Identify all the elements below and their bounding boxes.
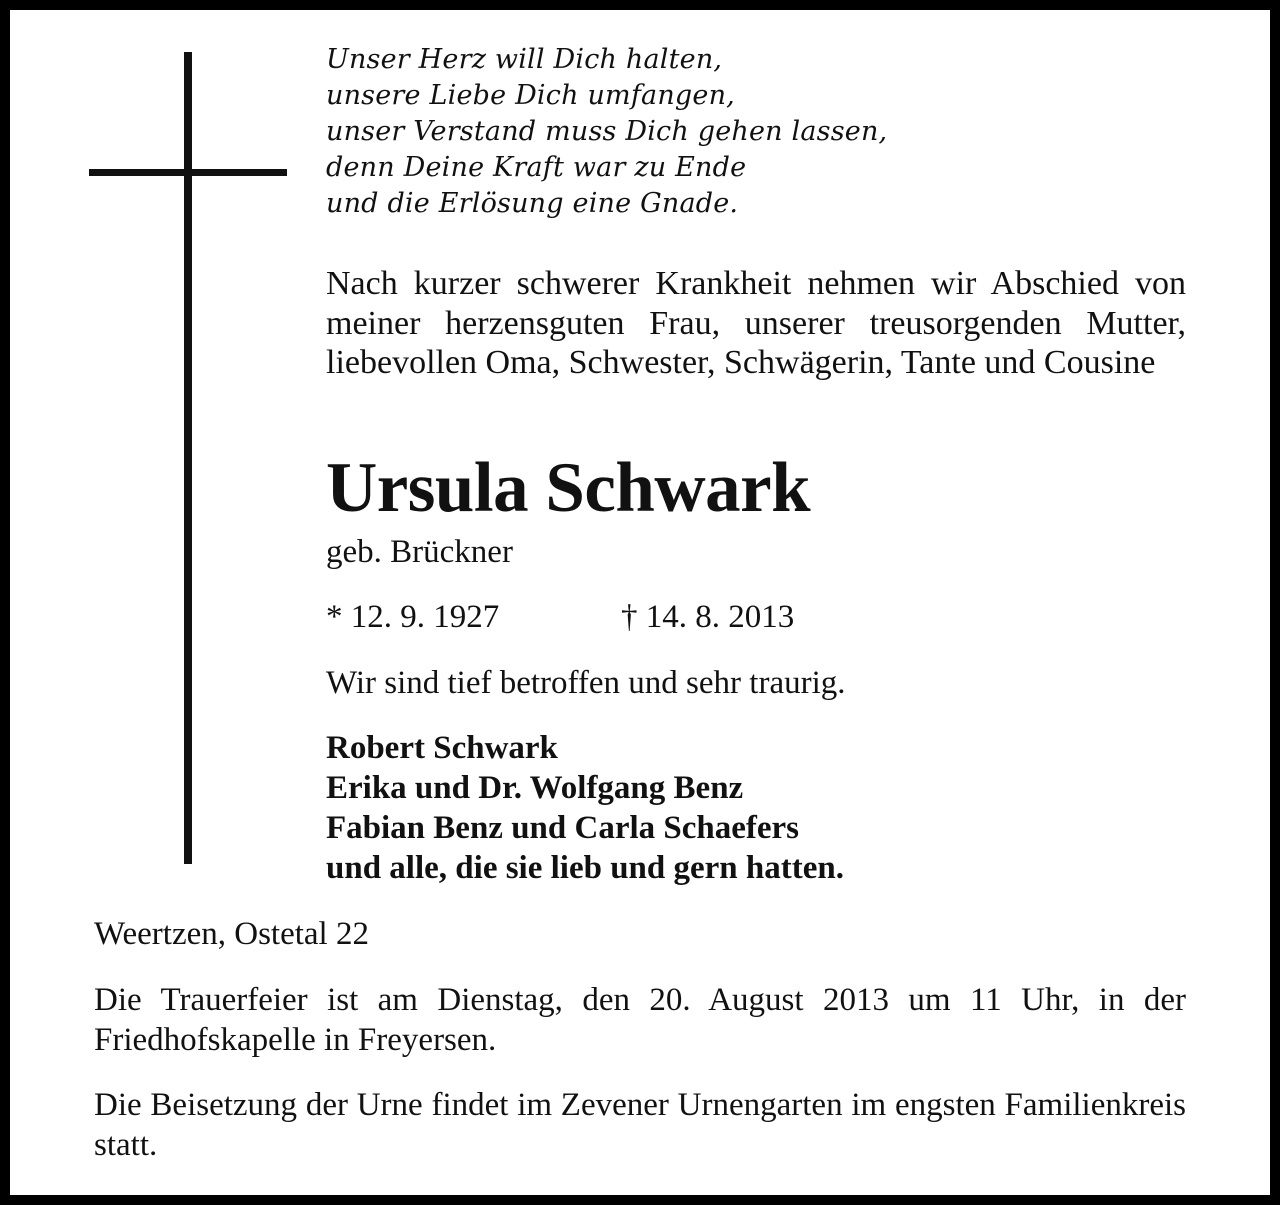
poem xyxy=(326,42,1186,222)
ceremony-info: Die Trauerfeier ist am Dienstag, den 20. August 2013 um 11 Uhr, in der Friedhofskapelle in Freyersen. xyxy=(94,982,1186,1058)
life-dates xyxy=(326,597,926,637)
cross-horizontal-bar xyxy=(89,169,287,176)
poem-line: unsere Liebe Dich umfangen, xyxy=(326,80,735,111)
maiden-name: geb. Brückner xyxy=(326,534,513,570)
family-line: Erika und Dr. Wolfgang Benz xyxy=(326,770,744,806)
death-date: † 14. 8. 2013 xyxy=(621,599,795,635)
family-line: Fabian Benz und Carla Schaefers xyxy=(326,810,800,846)
poem-line: denn Deine Kraft war zu Ende xyxy=(326,152,747,183)
poem-line: unser Verstand muss Dich gehen lassen, xyxy=(326,116,888,147)
address: Weertzen, Ostetal 22 xyxy=(94,916,369,952)
mourning-text: Wir sind tief betroffen und sehr traurig. xyxy=(326,665,846,701)
poem-line: Unser Herz will Dich halten, xyxy=(326,44,723,75)
poem-line: und die Erlösung eine Gnade. xyxy=(326,188,739,219)
burial-info: Die Beisetzung der Urne findet im Zevener Urnengarten im engsten Familienkreis statt. xyxy=(94,1087,1186,1163)
deceased-name: Ursula Schwark xyxy=(326,449,811,527)
intro-text: Nach kurzer schwerer Krankheit nehmen wir Abschied von meiner herzensguten Frau, unserer treusorgenden Mutter, liebevollen Oma, Schwester, Schwägerin, Tante und Cousine xyxy=(326,265,1186,381)
family-line: und alle, die sie lieb und gern hatten. xyxy=(326,850,844,886)
family-line: Robert Schwark xyxy=(326,730,558,766)
birth-date: * 12. 9. 1927 xyxy=(326,599,500,635)
family-signatures xyxy=(326,728,844,888)
